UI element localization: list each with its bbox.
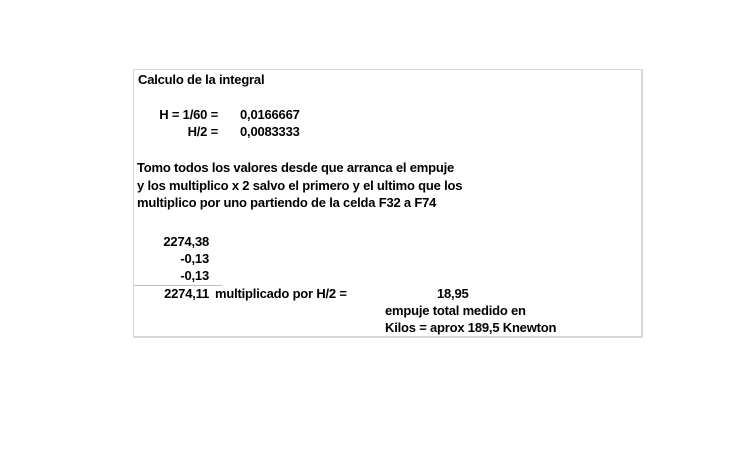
h-half-value: 0,0083333 (240, 124, 300, 139)
operation-label: multiplicado por H/2 = (215, 286, 347, 301)
sum-total: 2274,11 (164, 286, 209, 301)
explanation-line-1: Tomo todos los valores desde que arranca el empuje (137, 160, 455, 175)
sum-addend-1: 2274,38 (163, 234, 209, 249)
worksheet-panel (133, 69, 643, 338)
explanation-line-3: multiplico por uno partiendo de la celda F32 a F74 (137, 195, 437, 210)
h-step-value: 0,0166667 (240, 107, 300, 122)
explanation-line-2: y los multiplico x 2 salvo el primero y el ultimo que los (137, 178, 463, 193)
h-half-label: H/2 = (187, 124, 218, 139)
conclusion-line-1: empuje total medido en (385, 303, 526, 318)
h-step-label: H = 1/60 = (159, 107, 218, 122)
sheet-title: Calculo de la integral (138, 72, 265, 87)
operation-result: 18,95 (437, 286, 469, 301)
conclusion-line-2: Kilos = aprox 189,5 Knewton (385, 320, 557, 335)
sum-addend-3: -0,13 (180, 268, 209, 283)
sum-addend-2: -0,13 (180, 251, 209, 266)
